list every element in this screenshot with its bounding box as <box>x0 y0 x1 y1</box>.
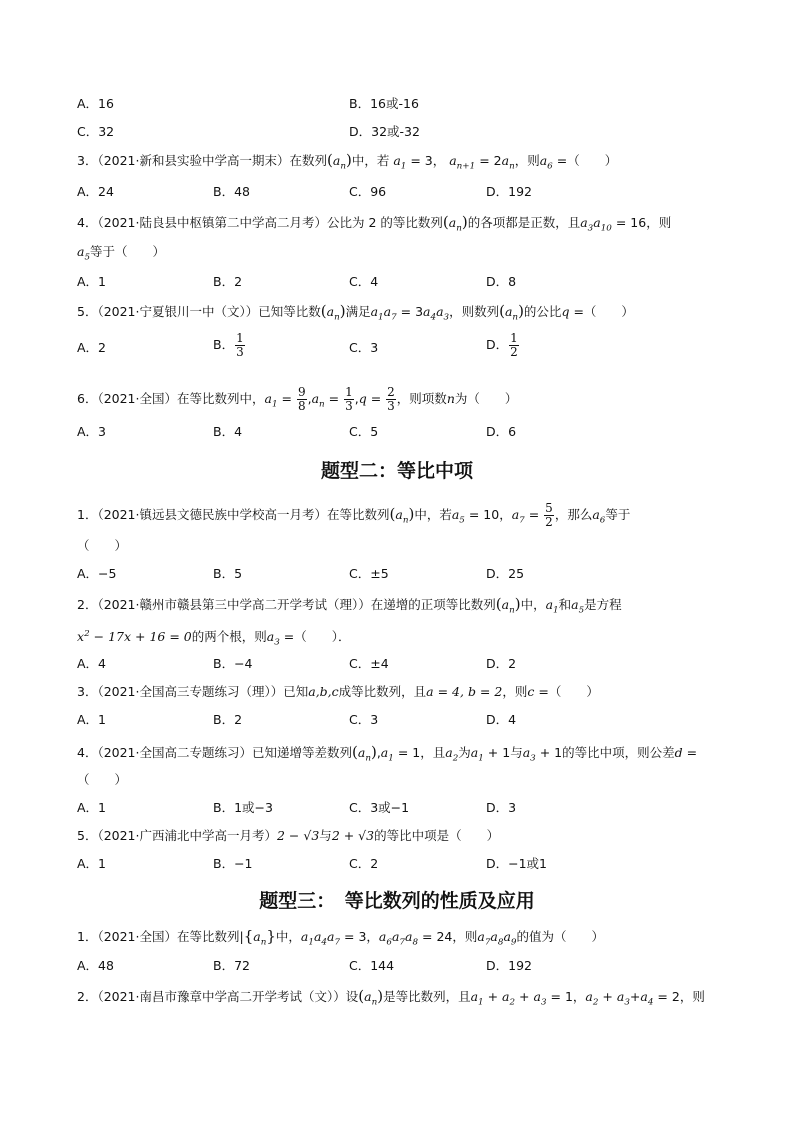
option-b: B．72 <box>213 958 250 973</box>
fraction: $\frac{5}{2}$ <box>545 501 553 529</box>
fraction: $\frac{1}{3}$ <box>345 385 353 413</box>
question-2: 2．（2021·南昌市豫章中学高二开学考试（文））设$(a_n)$是等比数列，且$a_1 + a_2 + a_3 = 1$，$a_2 + a_3+a_4 = 2$，则 <box>77 987 705 1008</box>
option-d: D．−1或1 <box>486 856 548 871</box>
option-c: C．±4 <box>349 656 389 671</box>
option-c: C．2 <box>349 856 379 871</box>
option-b: B．5 <box>213 566 243 581</box>
option-c: C．±5 <box>349 566 389 581</box>
question-4: 4．（2021·全国高二专题练习）已知递增等差数列$(a_n),a_1 = 1$，且$a_2$为$a_1 + 1$与$a_3 + 1$的等比中项，则公差d = <box>77 743 698 764</box>
fraction: $\frac{2}{3}$ <box>387 385 395 413</box>
question-1: 1．（2021·全国）在等比数列$|\{a_n\}$中，$a_1a_4a_7 = 3$，$a_6a_7a_8 = 24$，则$a_7a_8a_9$的值为（ ） <box>77 927 604 948</box>
option-a: A．3 <box>77 424 107 439</box>
option-c: C．96 <box>349 184 387 199</box>
question-3: 3．（2021·全国高三专题练习（理））已知a,b,c成等比数列，且a = 4, b = 2，则c =（ ） <box>77 684 599 699</box>
option-d: D．192 <box>486 958 532 973</box>
option-b: B．2 <box>213 712 243 727</box>
option-d: D． $\frac{1}{2}$ <box>486 331 518 359</box>
option-c: C．144 <box>349 958 395 973</box>
option-d: D．32或-32 <box>349 124 420 139</box>
fraction: $\frac{9}{8}$ <box>297 385 306 413</box>
option-d: D．4 <box>486 712 517 727</box>
option-b: B．−4 <box>213 656 253 671</box>
option-b: B．2 <box>213 274 243 289</box>
option-d: D．3 <box>486 800 517 815</box>
question-4-line2: （ ） <box>77 772 128 787</box>
option-c: C．4 <box>349 274 379 289</box>
question-1-line2: （ ） <box>77 538 128 553</box>
option-c: C．32 <box>77 124 115 139</box>
option-d: D．192 <box>486 184 532 199</box>
section-heading: 题型二：等比中项 <box>320 460 473 482</box>
option-c: C．3 <box>349 340 379 355</box>
option-b: B．−1 <box>213 856 253 871</box>
option-a: A．1 <box>77 800 107 815</box>
option-a: A．−5 <box>77 566 117 581</box>
option-a: A．1 <box>77 712 107 727</box>
question-5: 5．（2021·广西浦北中学高一月考）2 − √3与2 + √3的等比中项是（ ） <box>77 828 500 843</box>
option-a: A．1 <box>77 856 107 871</box>
option-b: B．1或−3 <box>213 800 273 815</box>
option-d: D．8 <box>486 274 517 289</box>
option-a: A．4 <box>77 656 107 671</box>
fraction: $\frac{1}{2}$ <box>510 331 518 359</box>
question-4-line2: $a_5$等于（ ） <box>77 244 166 263</box>
option-b: B．16或-16 <box>349 96 419 111</box>
option-a: A．48 <box>77 958 114 973</box>
option-b: B．48 <box>213 184 250 199</box>
question-2-line2: $x^2 - 17x + 16 = 0$的两个根，则$a_3$ =（ ）． <box>77 629 351 648</box>
option-d: D．25 <box>486 566 525 581</box>
option-b: B． $\frac{1}{3}$ <box>213 331 244 359</box>
question-3: 3．（2021·新和县实验中学高一期末）在数列$(a_n)$中，若 $a_1 = 3$， $a_{n+1} = 2a_n$，则$a_6$ =（ ） <box>77 151 618 172</box>
option-a: A．2 <box>77 340 107 355</box>
question-5: 5．（2021·宁夏银川一中（文））已知等比数$(a_n)$满足$a_1a_7 = 3a_4a_3$，则数列$(a_n)$的公比q =（ ） <box>77 302 634 323</box>
option-b: B．4 <box>213 424 243 439</box>
option-d: D．6 <box>486 424 517 439</box>
option-c: C．3或−1 <box>349 800 410 815</box>
fraction: $\frac{1}{3}$ <box>236 331 244 359</box>
section-heading: 题型三： 等比数列的性质及应用 <box>259 890 535 912</box>
option-c: C．5 <box>349 424 379 439</box>
option-c: C．3 <box>349 712 379 727</box>
question-4: 4．（2021·陆良县中枢镇第二中学高二月考）公比为 2 的等比数列$(a_n)$的各项都是正数，且$a_3a_{10} = 16$，则 <box>77 213 672 234</box>
option-d: D．2 <box>486 656 517 671</box>
option-a: A．1 <box>77 274 107 289</box>
question-6: 6．（2021·全国）在等比数列中，$a_1$ = $\frac{9}{8}$ $,a_n$ = $\frac{1}{3}$ ,q = $\frac{2}{3}$ ，则项数n为（ ） <box>77 385 518 413</box>
option-a: A．24 <box>77 184 114 199</box>
question-1: 1．（2021·镇远县文德民族中学校高一月考）在等比数列$(a_n)$中，若$a_5 = 10$，$a_7$ = $\frac{5}{2}$ ，那么$a_6$等于 <box>77 501 631 529</box>
option-a: A．16 <box>77 96 114 111</box>
question-2: 2．（2021·赣州市赣县第三中学高二开学考试（理））在递增的正项等比数列$(a_n)$中，$a_1$和$a_5$是方程 <box>77 595 622 616</box>
